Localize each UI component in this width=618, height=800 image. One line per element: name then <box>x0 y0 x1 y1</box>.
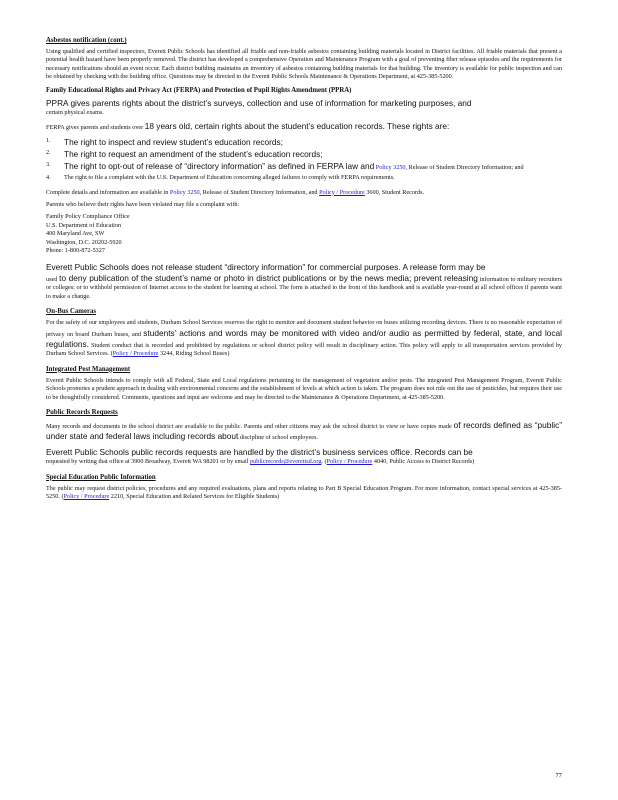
address-line: U.S. Department of Education <box>46 221 122 229</box>
records-small-f: 4040, Public Access to District Records) <box>373 458 475 466</box>
ferpa-item-1 <box>46 137 562 147</box>
complete-text-b: , Release of Student Directory Information, and <box>199 188 318 196</box>
ferpa-complete-details <box>46 189 562 197</box>
directory-small-c: information to military recruiters or colleges; or to withhold permission of Internet access to the student for learning at school. The form is attached to the front of this handbook and is available year-round at all school offices if parents want to make a change. <box>46 275 563 300</box>
directory-big-b: to deny publication of the student’s name or photo in district publications or by the news media; prevent releasing <box>59 272 478 283</box>
bus-cameras-heading: On-Bus Cameras <box>46 308 97 316</box>
ferpa-item-text: The right to request an amendment of the student’s education records; <box>64 148 323 159</box>
ferpa-item-2 <box>46 149 562 159</box>
sped-small-b: 2210, Special Education and Related Services for Eligible Students) <box>110 493 280 500</box>
records-big-a: of records defined as “public” under state and federal laws including records about <box>46 419 562 442</box>
complete-text-c: 3600, Student Records. <box>366 188 425 196</box>
public-records-paragraph-2 <box>46 447 562 467</box>
parents-complaint-line: Parents who believe their rights have been violated may file a complaint with: <box>46 201 240 209</box>
asbestos-heading: Asbestos notification (cont.) <box>46 37 127 44</box>
address-line: Family Policy Compliance Office <box>46 213 130 221</box>
ferpa-intro <box>46 121 562 132</box>
policy-procedure-3244-link[interactable]: Policy / Procedure <box>112 350 159 358</box>
pest-management-heading: Integrated Pest Management <box>46 365 131 373</box>
ferpa-item-number: 1. <box>46 136 51 144</box>
ferpa-item-4 <box>46 174 562 182</box>
bus-small-d: 3244, Riding School Buses) <box>159 350 230 358</box>
public-records-heading: Public Records Requests <box>46 408 118 416</box>
policy-procedure-3600-link[interactable]: Policy / Procedure <box>319 188 365 196</box>
ferpa-item-text <box>64 161 562 172</box>
ferpa-item-3 <box>46 161 562 172</box>
directory-small-b: used <box>46 275 58 283</box>
ferpa-heading: Family Educational Rights and Privacy Act (FERPA) and Protection of Pupil Rights Amendment (PPRA) <box>46 86 352 94</box>
ppra-small-text: certain physical exams. <box>46 109 104 117</box>
bus-small-c: Student conduct that is recorded and prohibited by regulations or school district policy will result in disciplinary action. This policy will apply to all transportation services provided by Durham School Services. ( <box>46 341 563 358</box>
special-education-heading: Special Education Public Information <box>46 473 156 481</box>
page-number: 77 <box>555 772 562 779</box>
policy-procedure-4040-link[interactable]: Policy / Procedure <box>326 458 373 466</box>
bus-cameras-paragraph <box>46 319 562 359</box>
directory-info-paragraph <box>46 262 562 302</box>
records-small-a: Many records and documents in the school district are available to the public. Parents and other citizens may ask the school district to view or have copies made <box>46 422 452 430</box>
records-small-d: requested by writing that office at 3900 Broadway, Everett WA 98201 or by email <box>46 458 249 466</box>
ferpa-item-number: 2. <box>46 148 51 156</box>
bus-small-a: For the safety of our employees and students, Durham School Services reserves the right to monitor and document student behavior on buses utilizing recording devices. There is no reasonable expectation of privacy on board Durham buses, and <box>46 319 562 338</box>
address-line: Phone: 1-800-872-5327 <box>46 247 105 255</box>
ferpa-item-number: 4. <box>46 174 51 182</box>
asbestos-body: Using qualified and certified inspectors, Everett Public Schools has identified all friable and non-friable asbestos containing building materials located in District facilities. All friable materials that present a potential health hazard have been properly removed. The district has developed a comprehensive Operation and Maintenance Program with a goal of preventing fiber release episodes and the requirements for necessary notifications should an event occur. Each district building maintains an inventory of asbestos containing building materials for that building. The inventory is available for public inspection and can be obtained by checking with the building office. Questions may be directed to the Everett Public Schools Maintenance & Operations Department, at 425-385-5200. <box>46 48 562 81</box>
ppra-big-text: PPRA gives parents rights about the district’s surveys, collection and use of information for marketing purposes, and <box>46 97 472 108</box>
public-records-paragraph-1 <box>46 420 562 443</box>
address-line: Washington, D.C. 20202-5920 <box>46 238 122 246</box>
ferpa-item3-rest: , Release of Student Directory Information; and <box>405 163 524 171</box>
sped-small-a: The public may request district policies, procedures and any required evaluations, plans and reports relating to Part B Special Education Program. For more information, contact special services at 425-385-5250. ( <box>46 484 562 500</box>
ferpa-address-block <box>46 213 562 255</box>
special-education-body <box>46 485 562 502</box>
ferpa-item-text: The right to inspect and review student’s education records; <box>64 136 283 147</box>
policy-3250-link[interactable]: Policy 3250 <box>169 188 200 196</box>
policy-procedure-2210-link[interactable]: Policy / Procedure <box>63 493 110 500</box>
pest-management-body: Everett Public Schools intends to comply with all Federal, State and Local regulations pertaining to the management of vegetation and/or pests. The integrated Pest Management Program, Everett Public Schools promotes a prudent approach in dealing with environmental concerns and the establishment of levels at which action is taken. The program does not rule out the use of pesticides, but requires their use to be thoughtfully considered. Comments, questions and input are welcome and may be directed to the Maintenance & Operations Department, at 425-385-5200. <box>46 376 562 401</box>
public-records-email-link[interactable]: publicrecords@everettsd.org <box>250 458 322 466</box>
ferpa-item-number: 3. <box>46 160 51 168</box>
records-small-b: discipline of school employees. <box>239 434 318 442</box>
bus-big-b: students’ actions and words may be monitored with video and/or audio as permitted by federal, state, and local regulations. <box>46 327 563 349</box>
ferpa-item3-big: The right to opt-out of release of “directory information” as defined in FERPA law and <box>64 160 375 171</box>
ferpa-intro-big: 18 years old, certain rights about the student’s education records. These rights are: <box>144 121 450 132</box>
ppra-paragraph <box>46 98 562 118</box>
address-line: 400 Maryland Ave, SW <box>46 230 105 238</box>
directory-big-a: Everett Public Schools does not release student “directory information” for commercial purposes. A release form may be <box>46 261 486 272</box>
ferpa-intro-small: FERPA gives parents and students over <box>46 124 144 132</box>
ferpa-item-text: The right to file a complaint with the U.S. Department of Education concerning alleged failures to comply with FERPA requirements. <box>64 174 395 182</box>
records-big-c: Everett Public Schools public records requests are handled by the district’s business services office. Records can be <box>46 446 473 457</box>
policy-3250-link[interactable]: Policy 3250 <box>375 163 406 171</box>
complete-text-a: Complete details and information are available in <box>46 188 169 196</box>
records-small-e: . ( <box>321 458 327 466</box>
